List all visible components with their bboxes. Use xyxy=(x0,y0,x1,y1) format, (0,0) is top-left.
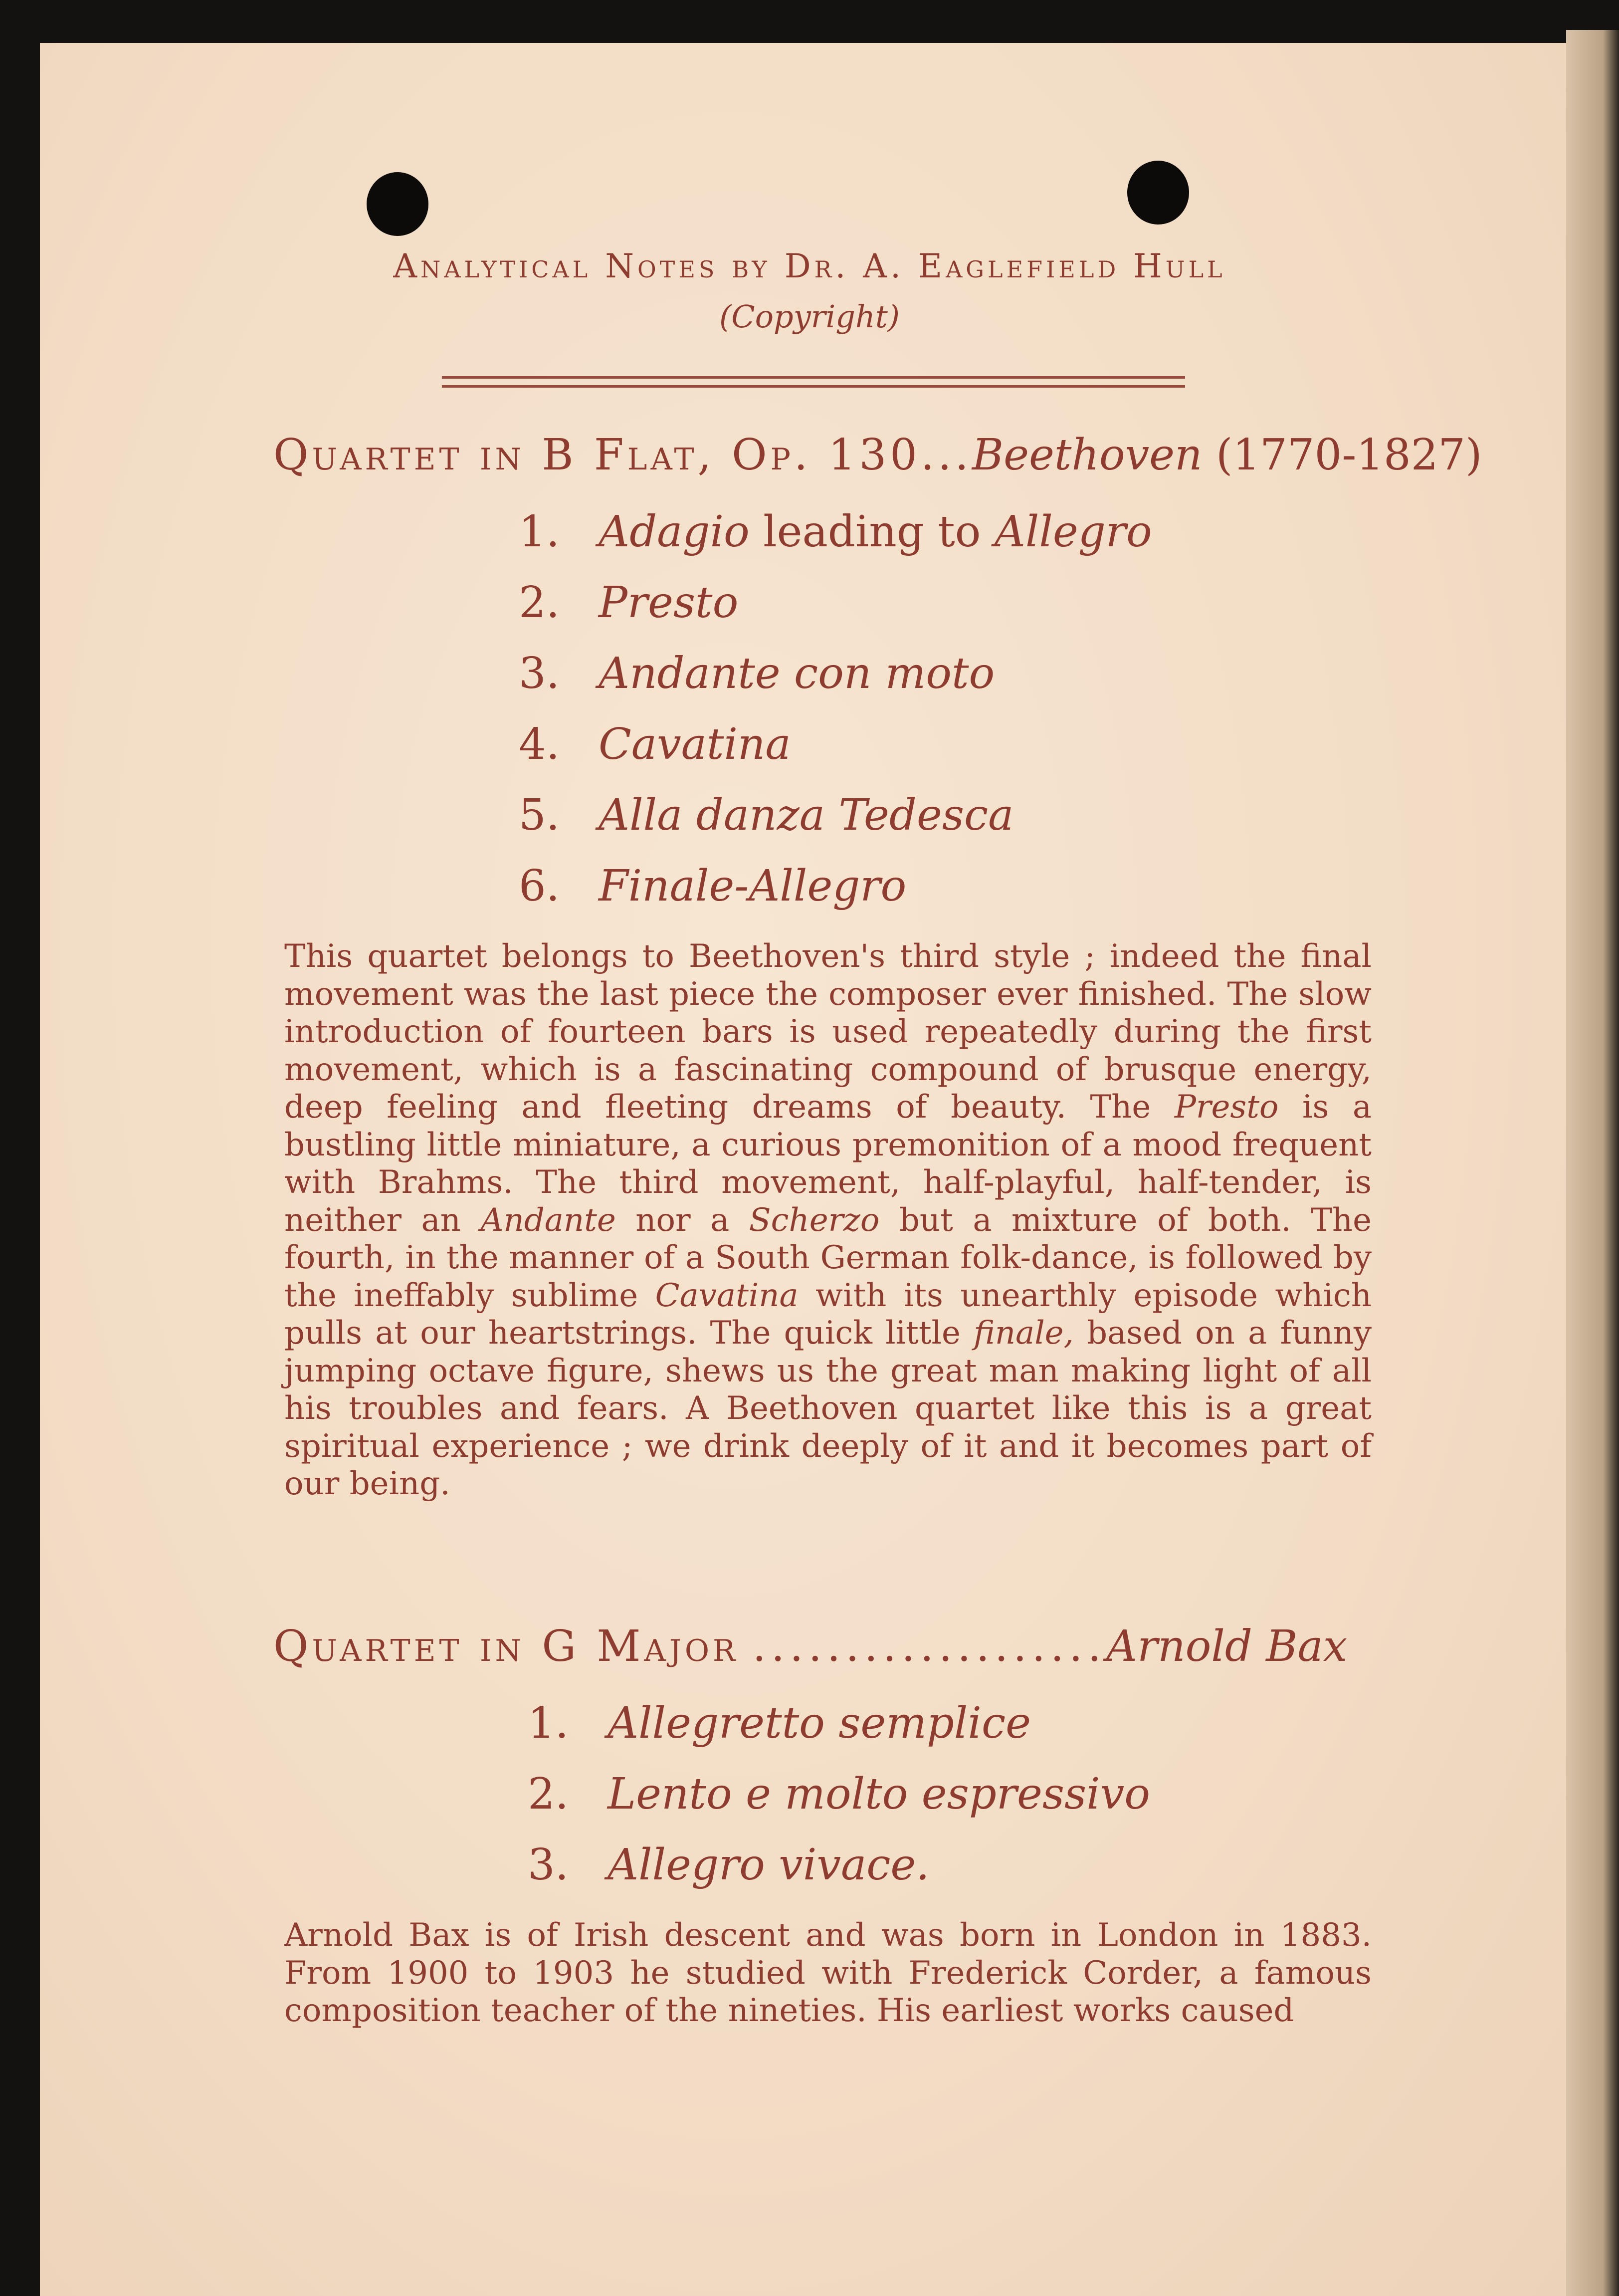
double-rule-bottom xyxy=(442,385,1185,388)
section2-leader: ................... xyxy=(752,1621,1106,1671)
movement-item: 2. Presto xyxy=(519,578,739,628)
section2-composer: Arnold Bax xyxy=(1106,1621,1348,1671)
movement-item: 1. Allegretto semplice xyxy=(528,1698,1031,1748)
double-rule-top xyxy=(442,376,1185,379)
movement-item: 3. Andante con moto xyxy=(519,649,995,698)
movement-item: 4. Cavatina xyxy=(519,719,791,769)
movement-item: 5. Alla danza Tedesca xyxy=(519,790,1014,840)
punch-hole-right xyxy=(1127,161,1189,225)
movement-item: 2. Lento e molto espressivo xyxy=(528,1769,1151,1819)
header-copyright: (Copyright) xyxy=(719,298,900,335)
section2-heading xyxy=(273,1621,1391,1671)
section1-dates: (1770-1827) xyxy=(1215,430,1482,480)
movement-item: 6. Finale-Allegro xyxy=(519,861,907,911)
section1-composer: Beethoven xyxy=(972,430,1203,480)
section1-title: Quartet in B Flat, Op. 130... xyxy=(273,430,972,480)
movement-item: 3. Allegro vivace. xyxy=(528,1840,930,1890)
header-title: Analytical Notes by Dr. A. Eaglefield Hull xyxy=(393,247,1226,285)
section1-heading xyxy=(273,430,1482,480)
punch-hole-left xyxy=(367,172,428,236)
page-edge xyxy=(1566,30,1619,2296)
section2-title: Quartet in G Major xyxy=(273,1621,739,1671)
section2-paragraph: Arnold Bax is of Irish descent and was born in London in 1883. From 1900 to 1903 he studied with Frederick Corder, a famous composition teacher of the nineties. His earliest works caused xyxy=(284,1917,1372,2029)
section1-paragraph: This quartet belongs to Beethoven's third style ; indeed the final movement was the last piece the composer ever finished. The slow introduction of fourteen bars is used repeatedly during the first movement, which is a fascinating compound of brusque energy, deep feeling and fleeting dreams of beauty. The Presto is a bustling little miniature, a curious premonition of a mood frequent with Brahms. The third movement, half-playful, half-tender, is neither an Andante nor a Scherzo but a mixture of both. The fourth, in the manner of a South German folk-dance, is followed by the ineffably sublime Cavatina with its unearthly episode which pulls at our heartstrings. The quick little finale, based on a funny jumping octave figure, shews us the great man making light of all his troubles and fears. A Beethoven quartet like this is a great spiritual experience ; we drink deeply of it and it becomes part of our being. xyxy=(284,938,1372,1502)
movement-item: 1. Adagio leading to Allegro xyxy=(519,507,1152,557)
